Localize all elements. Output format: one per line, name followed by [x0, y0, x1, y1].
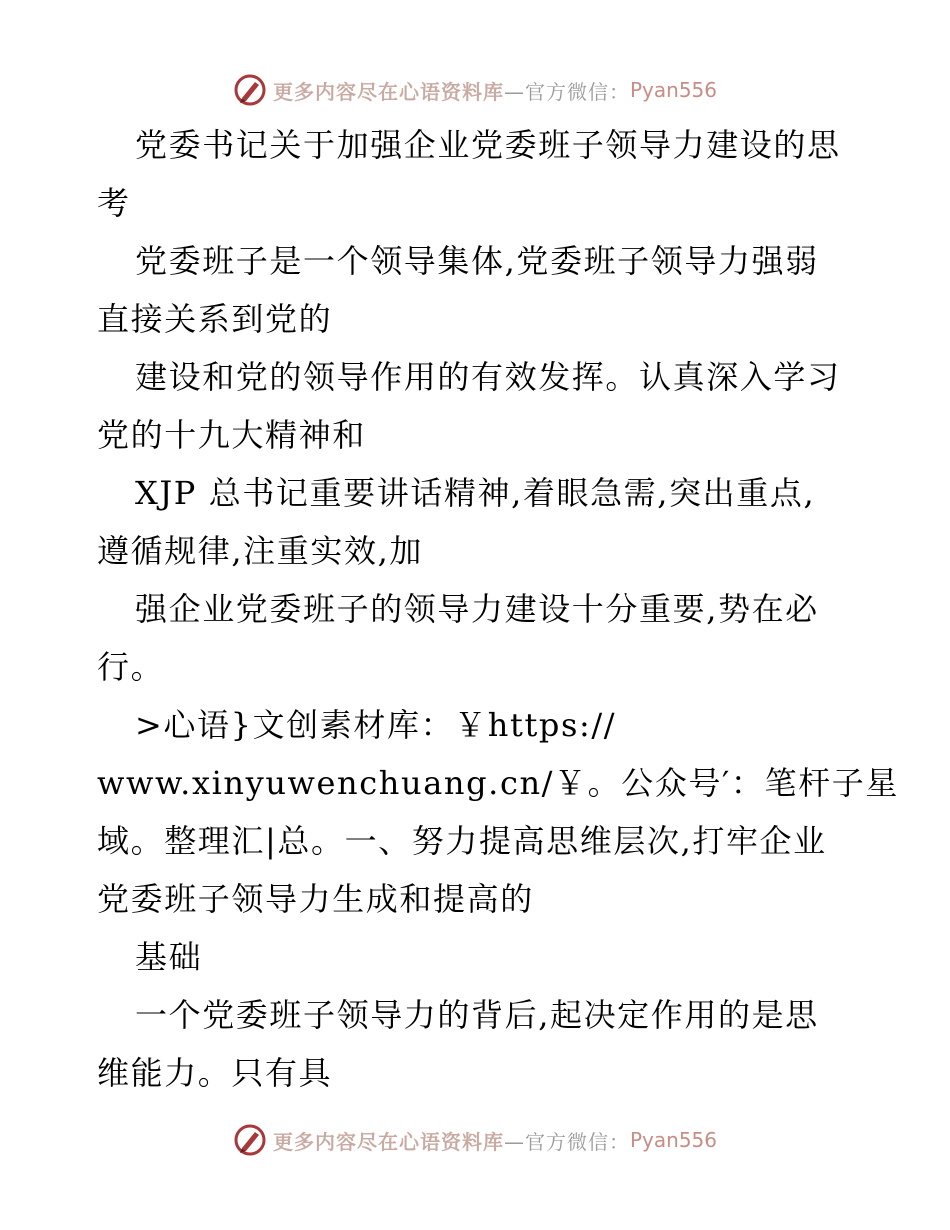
- header-watermark-banner: [0, 70, 950, 110]
- doc-line: XJP 总书记重要讲话精神,着眼急需,突出重点,: [135, 474, 816, 512]
- doc-line: 强企业党委班子的领导力建设十分重要,势在必: [135, 590, 819, 628]
- banner-prefix: 更多内容尽在心语资料库: [272, 79, 504, 104]
- doc-line: 遵循规律,注重实效,加: [97, 532, 423, 570]
- doc-line: 党委班子领导力生成和提高的: [97, 880, 534, 918]
- banner-middle: —官方微信：: [503, 1129, 630, 1154]
- doc-line: 一个党委班子领导力的背后,起决定作用的是思: [135, 996, 819, 1034]
- footer-watermark-banner: [0, 1120, 950, 1160]
- doc-line-title: 党委书记关于加强企业党委班子领导力建设的思: [135, 126, 841, 164]
- red-pen-circle-logo-icon: [233, 73, 267, 107]
- banner-wechat-id: Pyan556: [629, 1128, 717, 1152]
- doc-line: 党委班子是一个领导集体,党委班子领导力强弱: [135, 242, 819, 280]
- doc-line: >心语}文创素材库：￥https://: [135, 706, 617, 744]
- doc-line: 考: [97, 184, 131, 222]
- doc-line: 直接关系到党的: [97, 300, 333, 338]
- doc-line: 建设和党的领导作用的有效发挥。认真深入学习: [135, 358, 841, 396]
- document-body: [97, 116, 899, 1102]
- doc-line: 基础: [135, 938, 203, 976]
- banner-middle: —官方微信：: [503, 79, 630, 104]
- banner-wechat-id: Pyan556: [629, 78, 717, 102]
- doc-line: 行。: [97, 648, 165, 686]
- red-pen-circle-logo-icon: [233, 1123, 267, 1157]
- banner-prefix: 更多内容尽在心语资料库: [272, 1129, 504, 1154]
- doc-line: 维能力。只有具: [97, 1054, 333, 1092]
- doc-line: www.xinyuwenchuang.cn/￥。公众号′：笔杆子星: [97, 764, 899, 802]
- doc-line: 党的十九大精神和: [97, 416, 366, 454]
- doc-line: 域。整理汇|总。一、努力提高思维层次,打牢企业: [97, 822, 827, 860]
